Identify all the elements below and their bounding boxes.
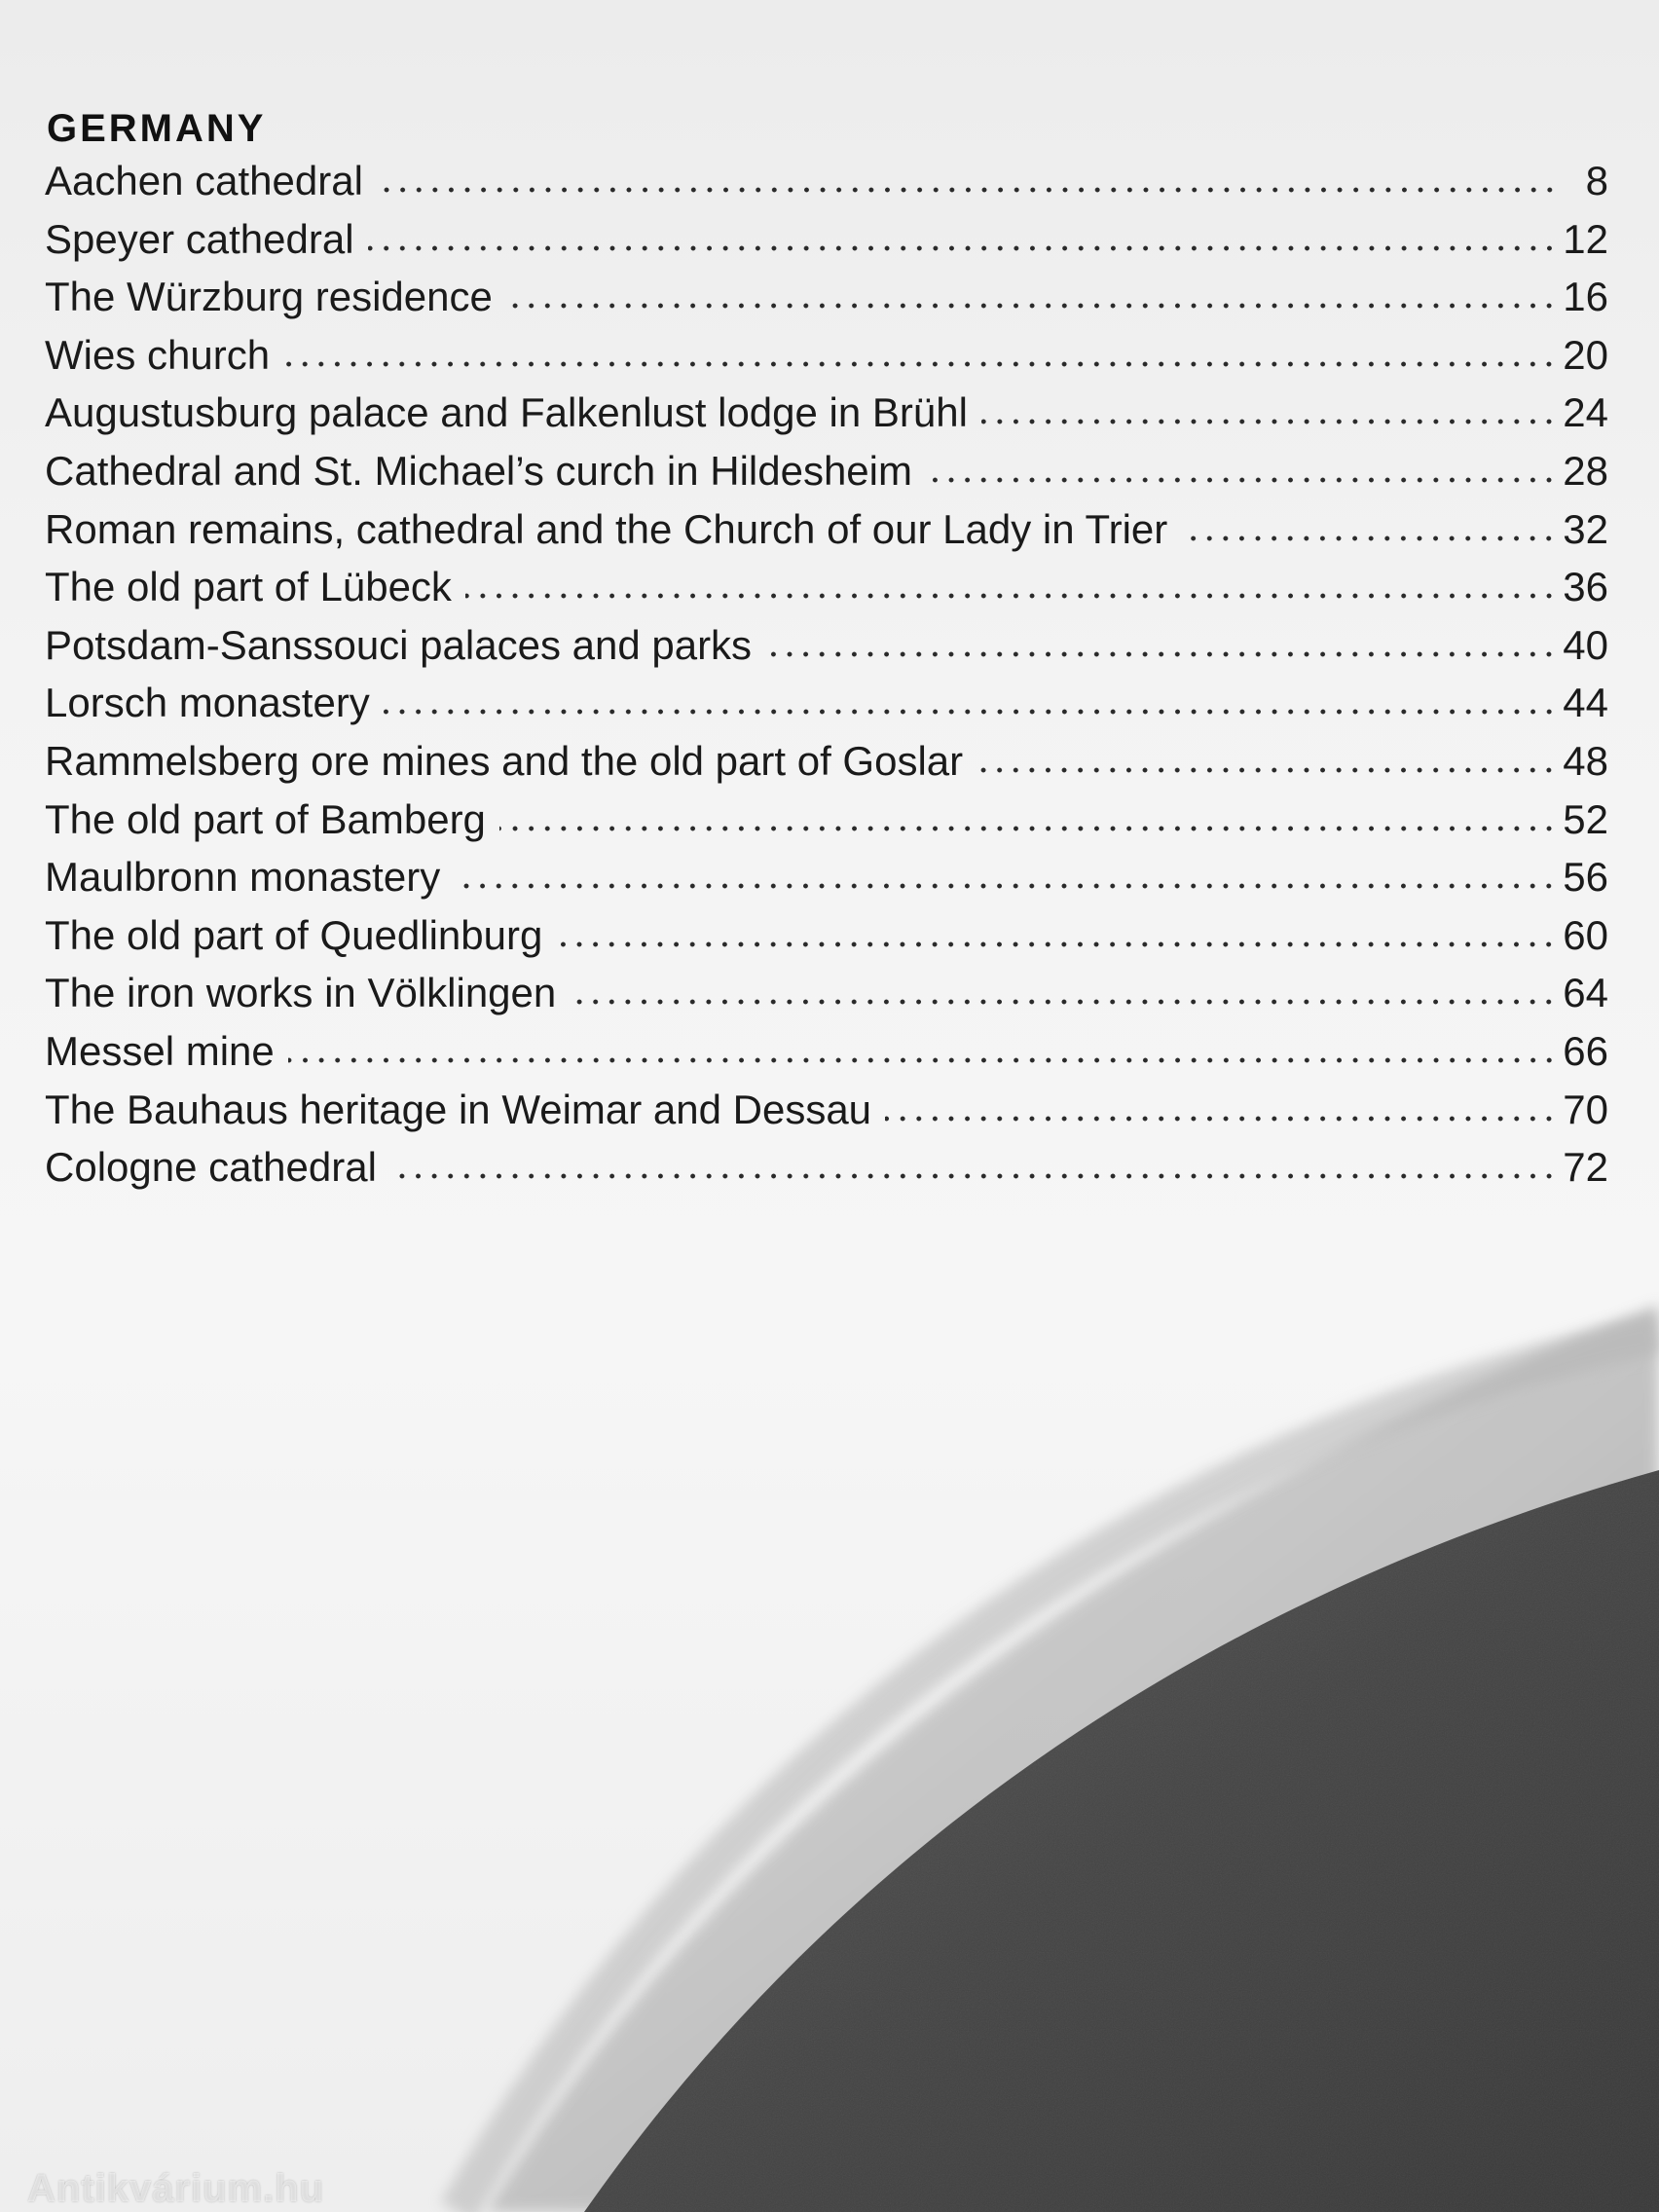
toc-entry-page-number: 24: [1563, 389, 1608, 436]
toc-entry: [45, 680, 1608, 738]
dot-leader: [926, 477, 1557, 483]
dot-leader: [377, 187, 1558, 193]
toc-entry-title: Cologne cathedral: [45, 1144, 377, 1191]
dot-leader: [981, 419, 1557, 424]
toc-entry: [45, 158, 1608, 216]
toc-entry-page-number: 12: [1563, 215, 1608, 262]
toc-entry-title: The old part of Lübeck: [45, 564, 452, 610]
toc-entry: [45, 506, 1608, 565]
dot-leader: [1181, 535, 1557, 541]
toc-list: [45, 158, 1608, 1202]
dot-leader: [556, 941, 1557, 947]
toc-entry-title: Maulbronn monastery: [45, 854, 441, 901]
toc-entry-title: Rammelsberg ore mines and the old part of Goslar: [45, 737, 964, 784]
toc-entry-page-number: 60: [1563, 911, 1608, 958]
toc-entry-page-number: 52: [1563, 795, 1608, 842]
dot-leader: [390, 1173, 1557, 1179]
toc-entry: [45, 1087, 1608, 1145]
toc-entry-title: Potsdam-Sanssouci palaces and parks: [45, 621, 753, 668]
toc-entry: [45, 389, 1608, 448]
toc-entry-title: Cathedral and St. Michael’s curch in Hildesheim: [45, 447, 912, 494]
toc-entry-page-number: 32: [1563, 505, 1608, 552]
toc-entry-page-number: 36: [1563, 564, 1608, 610]
toc-entry: [45, 564, 1608, 622]
toc-entry: [45, 854, 1608, 912]
toc-entry: [45, 738, 1608, 796]
toc-entry-page-number: 66: [1563, 1027, 1608, 1074]
toc-entry-page-number: 48: [1563, 737, 1608, 784]
toc-entry: [45, 274, 1608, 332]
toc-entry-page-number: 70: [1563, 1086, 1608, 1132]
toc-entry-title: The old part of Bamberg: [45, 795, 486, 842]
toc-entry: [45, 970, 1608, 1028]
toc-entry: [45, 796, 1608, 855]
dot-leader: [288, 1057, 1558, 1063]
toc-entry: [45, 622, 1608, 681]
dot-leader: [506, 303, 1557, 309]
toc-entry-title: The old part of Quedlinburg: [45, 911, 543, 958]
dot-leader: [465, 593, 1557, 599]
dot-leader: [977, 767, 1557, 773]
toc-entry-title: The iron works in Völklingen: [45, 970, 557, 1016]
toc-entry-page-number: 56: [1563, 854, 1608, 901]
toc-entry-title: Lorsch monastery: [45, 680, 370, 726]
toc-entry-page-number: 20: [1563, 331, 1608, 378]
dot-leader: [570, 999, 1557, 1005]
toc-entry-page-number: 44: [1563, 680, 1608, 726]
toc-entry-title: Wies church: [45, 331, 271, 378]
section-heading: GERMANY: [47, 107, 267, 150]
toc-entry: [45, 912, 1608, 971]
dot-leader: [384, 709, 1557, 715]
toc-entry-page-number: 8: [1585, 158, 1608, 203]
dot-leader: [368, 245, 1558, 251]
toc-entry-page-number: 40: [1563, 621, 1608, 668]
dot-leader: [885, 1116, 1557, 1122]
toc-entry-page-number: 16: [1563, 274, 1608, 320]
toc-entry-title: Aachen cathedral: [45, 158, 363, 203]
toc-entry: [45, 448, 1608, 506]
toc-entry-page-number: 72: [1563, 1144, 1608, 1191]
toc-entry-title: The Würzburg residence: [45, 274, 493, 320]
dot-leader: [454, 883, 1557, 889]
toc-entry: [45, 216, 1608, 275]
toc-entry: [45, 332, 1608, 390]
toc-entry-page-number: 64: [1563, 970, 1608, 1016]
toc-entry-title: The Bauhaus heritage in Weimar and Dessau: [45, 1086, 872, 1132]
toc-entry-page-number: 28: [1563, 447, 1608, 494]
dot-leader: [765, 651, 1557, 657]
toc-entry: [45, 1144, 1608, 1202]
dot-leader: [499, 826, 1557, 831]
toc-entry-title: Messel mine: [45, 1027, 275, 1074]
watermark: Antikvárium.hu: [27, 2167, 325, 2210]
toc-entry-title: Augustusburg palace and Falkenlust lodge in Brühl: [45, 389, 968, 436]
toc-entry-title: Speyer cathedral: [45, 215, 354, 262]
toc-entry: [45, 1028, 1608, 1087]
dot-leader: [283, 361, 1557, 367]
table-of-contents: [45, 101, 1608, 1202]
toc-entry-title: Roman remains, cathedral and the Church of our Lady in Trier: [45, 505, 1168, 552]
